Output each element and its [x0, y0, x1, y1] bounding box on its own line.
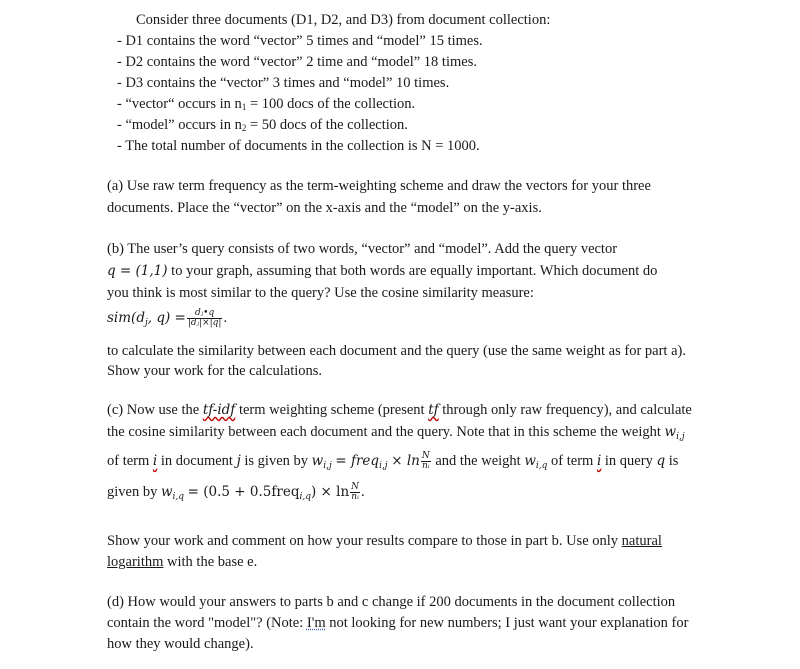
- part-c-line-2: the cosine similarity between each document and the query. Note that in this scheme the weight $w_{i,j}$: [107, 424, 685, 442]
- part-b-line-5: to calculate the similarity between each document and the query (use the same weight as for part a).: [107, 343, 686, 359]
- natural-logarithm-link-2: logarithm: [107, 554, 164, 570]
- cosine-formula: $sim(d_j$, q) = $\frac{\text{dⱼ•q}}{\text{|dⱼ|×|q|}}$ .: [107, 308, 228, 329]
- tf-term: tf: [428, 402, 439, 418]
- intro-bullet-d3: - D3 contains the “vector” 3 times and “model” 10 times.: [117, 75, 450, 91]
- part-d-line-1: (d) How would your answers to parts b and c change if 200 documents in the document collection: [107, 594, 676, 610]
- idf-fraction: $\frac{N}{\text{nᵢ}}$: [421, 451, 430, 472]
- show-work-line-2: logarithm with the base e.: [107, 554, 258, 570]
- part-b-line-3: you think is most similar to the query? Use the cosine similarity measure:: [107, 285, 534, 301]
- part-c-line-3: of term i in document j is given by $w_{i,j}$ = freq$_{i,j}$ × ln $\frac{N}{\text{nᵢ}}$ and the weight $w_{i,q}$ of term i in query q is: [107, 451, 679, 472]
- part-b-line-2: q = (1,1) to your graph, assuming that both words are equally important. Which document do: [107, 263, 658, 279]
- part-a-line-2: documents. Place the “vector” on the x-axis and the “model” on the y-axis.: [107, 200, 542, 216]
- part-c-line-1: (c) Now use the tf-idf term weighting scheme (present tf through only raw frequency), and calculate: [107, 402, 692, 418]
- show-work-line-1: Show your work and comment on how your results compare to those in part b. Use only natural: [107, 533, 662, 549]
- part-d-line-3: how they would change).: [107, 636, 254, 652]
- cosine-fraction: $\frac{\text{dⱼ•q}}{\text{|dⱼ|×|q|}}$: [187, 308, 222, 329]
- intro-bullet-d1: - D1 contains the word “vector” 5 times and “model” 15 times.: [117, 33, 483, 49]
- intro-bullet-vector-docs: - “vector“ occurs in n1 = 100 docs of the collection.: [117, 96, 416, 112]
- part-a-line-1: (a) Use raw term frequency as the term-weighting scheme and draw the vectors for your three: [107, 178, 651, 194]
- natural-logarithm-link-1: natural: [621, 533, 662, 549]
- intro-bullet-d2: - D2 contains the word “vector” 2 time and “model” 18 times.: [117, 54, 477, 70]
- part-b-line-6: Show your work for the calculations.: [107, 363, 323, 379]
- intro-lead: Consider three documents (D1, D2, and D3) from document collection:: [136, 12, 551, 28]
- query-idf-fraction: $\frac{N}{\text{nᵢ}}$: [351, 482, 360, 503]
- intro-bullet-total: - The total number of documents in the collection is N = 1000.: [117, 138, 480, 154]
- part-d-line-2: contain the word "model"? (Note: I'm not looking for new numbers; I just want your explanation for: [107, 615, 689, 631]
- tfidf-term: tf-idf: [202, 402, 236, 418]
- part-b-line-1: (b) The user’s query consists of two words, “vector” and “model”. Add the query vector: [107, 241, 618, 257]
- part-c-line-4: given by $w_{i,q} = (0.5$ + 0.5freq$_{i,q}$) × ln $\frac{N}{\text{nᵢ}}$ .: [107, 482, 365, 503]
- intro-bullet-model-docs: - “model” occurs in n2 = 50 docs of the collection.: [117, 117, 408, 133]
- query-vector-math: q = (1,1): [107, 263, 168, 279]
